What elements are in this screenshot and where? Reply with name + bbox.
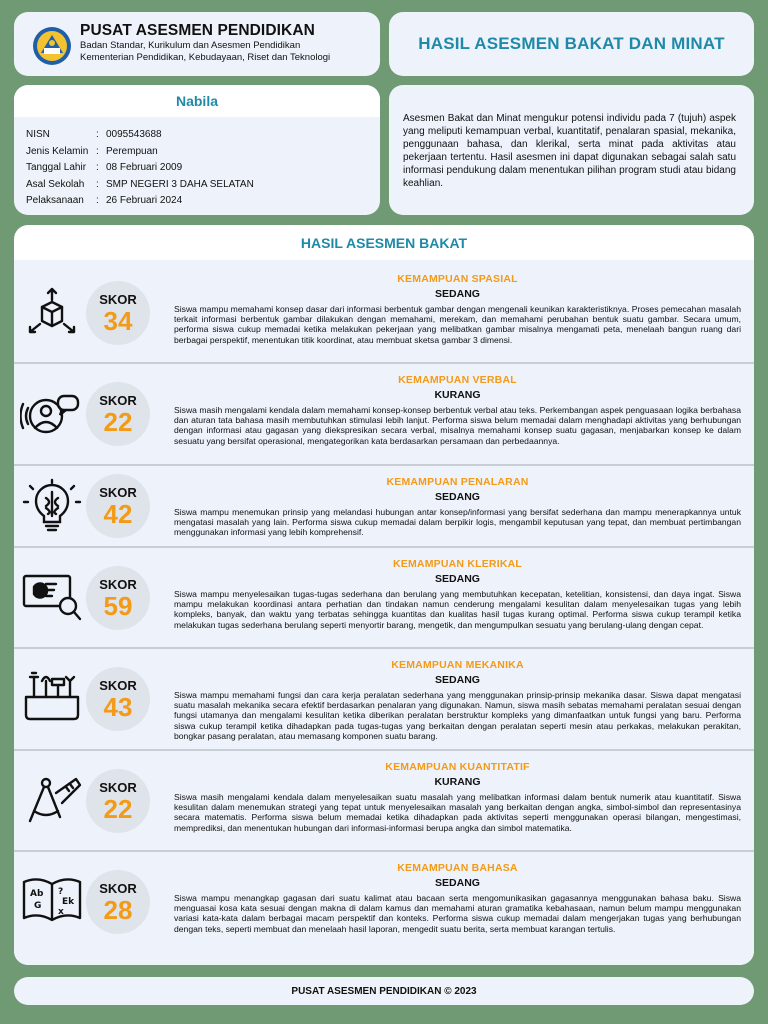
info-colon: : — [96, 129, 99, 140]
aptitude-level: SEDANG — [435, 288, 480, 300]
aptitude-description: Siswa mampu menemukan prinsip yang melandasi hubungan antar konsep/informasi yang bersifat sederhana dan mampu menerapkannya untuk mengatasi masalah yang lain. Performa siswa cukup memadai dalam berpikir logis, mengambil keputusan yang tepat, dan membuat pertimbangan menggunakan informasi yang lebih komprehensif. — [174, 507, 741, 538]
aptitude-row-klerikal — [14, 548, 754, 649]
aptitude-name: KEMAMPUAN SPASIAL — [397, 273, 518, 285]
description-text: Asesmen Bakat dan Minat mengukur potensi individu pada 7 (tujuh) aspek yang meliputi kemampuan verbal, kuantitatif, penalaran spasial, mekanika, penggunaan bahasa, dan klerikal, serta minat pada aktivitas atau pekerjaan tertentu. Hasil asesmen ini dapat digunakan sebagai salah satu informasi pendukung dalam menentukan pilihan program studi atau bidang keahlian. — [403, 113, 736, 189]
aptitude-row-penalaran — [14, 466, 754, 548]
info-label: Asal Sekolah — [26, 178, 85, 190]
aptitude-row-mekanika — [14, 649, 754, 751]
svg-text:?: ? — [58, 887, 64, 897]
footer-text: PUSAT ASESMEN PENDIDIKAN © 2023 — [291, 985, 477, 997]
aptitude-level: KURANG — [434, 776, 481, 788]
aptitude-level: SEDANG — [435, 877, 480, 889]
compass-ruler-icon — [20, 773, 84, 829]
info-label: Jenis Kelamin — [26, 145, 89, 157]
header-org-card — [14, 12, 380, 76]
lightbulb-brain-icon — [20, 478, 84, 534]
tut-wuri-handayani-logo — [32, 26, 72, 66]
svg-text:G: G — [34, 901, 42, 911]
info-value: 0095543688 — [106, 129, 162, 140]
score-value: 42 — [103, 498, 133, 529]
score-label: SKOR — [99, 392, 137, 408]
org-title: PUSAT ASESMEN PENDIDIKAN — [80, 22, 315, 39]
score-value: 59 — [103, 590, 133, 621]
aptitude-description: Siswa mampu memahami konsep dasar dari informasi berbentuk gambar dengan mengenali keunikan karakteristiknya. Proses pemecahan masalah terkait informasi berbentuk gambar dilakukan dengan memahami, merekam, dan memahami perubahan bentuk suatu gambar. Secara umum, performa siswa cukup memadai ketika melakukan pekerjaan yang melibatkan gambar misalnya mengamati peta, menelaah bangun ruang dari berbagai perspektif, menentukan titik koordinat, atau membuat sketsa gambar 3 dimensi. — [174, 304, 741, 345]
aptitude-description: Siswa mampu menangkap gagasan dari suatu kalimat atau bacaan serta mengomunikasikan gagasannya menggunakan bahasa baku. Siswa menguasai kosa kata sesuai dengan makna di dalam kamus dan memahami aturan gramatika kebahasaan, namun belum mampu menggunakan variasi kata-kata dalam berbagai macam perspektif dan konteks. Performa siswa cukup memadai dalam mengerjakan tugas yang berhubungan dengan teks, seperti membuat dan menelaah hasil laporan, mengedit suatu berita, serta membuat karangan tertulis. — [174, 893, 741, 934]
info-row-date — [26, 193, 380, 210]
cube-arrows-icon — [20, 285, 84, 341]
aptitude-description: Siswa masih mengalami kendala dalam memahami konsep-konsep berbentuk verbal atau teks. Perkembangan aspek penguasaan logika berbahasa dan aturan tata bahasa masih membutuhkan stimulasi lebih lanjut. Performa siswa belum memadai dalam menghadapi aktivitas yang berhubungan dengan informasi atau gagasan yang diekspresikan secara verbal, misalnya memahami konsep suatu gagasan, menjabarkan konsep ke dalam sesuatu yang bersifat operasional, mengategorikan kata berdasarkan persamaan dan perbedaannya. — [174, 405, 741, 446]
aptitude-list — [14, 260, 754, 965]
info-row-nisn — [26, 127, 380, 144]
aptitude-name: KEMAMPUAN PENALARAN — [386, 476, 529, 488]
org-subtitle-2: Kementerian Pendidikan, Kebudayaan, Riset dan Teknologi — [80, 51, 331, 63]
score-label: SKOR — [99, 291, 137, 307]
student-name: Nabila — [14, 85, 380, 117]
aptitude-row-spasial — [14, 263, 754, 364]
score-label: SKOR — [99, 880, 137, 896]
info-colon: : — [96, 195, 99, 207]
score-value: 34 — [103, 305, 133, 336]
aptitude-name: KEMAMPUAN BAHASA — [397, 862, 518, 874]
aptitude-description: Siswa mampu memahami fungsi dan cara kerja peralatan sederhana yang menggunakan prinsip-prinsip mekanika dasar. Siswa dapat mengatasi suatu masalah mekanika secara efektif berdasarkan penalaran yang digunakan. Namun, siswa masih sebatas memahami peralatan sesuai dengan fungsi utamanya dan mengalami kesulitan ketika diberikan peralatan berstruktur kompleks yang dimanfaatkan untuk fungsi yang baru. Performa siswa cukup terampil ketika dihadapkan pada tugas-tugas yang berkaitan dengan peralatan seperti mesin atau perkakas, melakukan perakitan, bongkar pasang peralatan, atau memasang komponen suatu barang. — [174, 690, 741, 741]
aptitude-level: SEDANG — [435, 573, 480, 585]
report-title: HASIL ASESMEN BAKAT DAN MINAT — [418, 34, 725, 53]
svg-text:x: x — [58, 907, 64, 917]
info-value: SMP NEGERI 3 DAHA SELATAN — [106, 178, 254, 190]
aptitude-row-verbal — [14, 364, 754, 466]
score-circle — [86, 474, 150, 538]
description-card — [389, 85, 754, 215]
score-circle — [86, 382, 150, 446]
aptitude-name: KEMAMPUAN VERBAL — [398, 374, 517, 386]
aptitude-results-card — [14, 225, 754, 965]
aptitude-level: KURANG — [434, 389, 481, 401]
aptitude-level: SEDANG — [435, 674, 480, 686]
score-circle — [86, 870, 150, 934]
org-subtitle-1: Badan Standar, Kurikulum dan Asesmen Pendidikan — [80, 40, 301, 51]
score-circle — [86, 566, 150, 630]
info-row-gender — [26, 144, 380, 161]
aptitude-description: Siswa masih mengalami kendala dalam menyelesaikan suatu masalah yang melibatkan informasi dalam bentuk numerik atau kuantitatif. Siswa kesulitan dalam menemukan strategi yang tepat untuk menyelesaikan masalah yang berkaitan dengan angka, simbol-simbol dan representasinya secara matematis. Performa siswa belum memadai ketika dihadapkan pada aktivitas seperti menggunakan operasi bilangan, mengestimasi, memprediksi, dan menentukan hubungan dari informasi-informasi berupa angka dan simbol matematika. — [174, 792, 741, 833]
info-colon: : — [96, 145, 99, 157]
toolbox-icon — [20, 671, 84, 727]
aptitude-row-kuantitatif — [14, 751, 754, 852]
score-label: SKOR — [99, 677, 137, 693]
svg-text:Ek: Ek — [62, 897, 75, 907]
aptitude-section-title: HASIL ASESMEN BAKAT — [300, 234, 468, 251]
open-book-icon — [20, 872, 84, 928]
info-label: Pelaksanaan — [26, 195, 84, 207]
speaking-person-icon — [20, 386, 84, 442]
score-circle — [86, 769, 150, 833]
score-label: SKOR — [99, 484, 137, 500]
footer — [14, 977, 754, 1005]
report-magnifier-icon — [20, 568, 84, 624]
aptitude-description: Siswa mampu menyelesaikan tugas-tugas sederhana dan berulang yang membutuhkan kecepatan, ketelitian, konsistensi, dan daya ingat. Siswa mampu melakukan koordinasi antara perhatian dan tindakan namun cenderung mengalami kesulitan dalam menyelesaikan tugas yang lebih kompleks, banyak, dan waktu yang terbatas sehingga kuantitas dan kualitas hasil tugas kurang optimal. Performa siswa cukup terampil ketika melakukan tugas sederhana berulang seperti menyortir barang, mengetik, dan mengumpulkan sesuatu yang berulang-ulang dengan cepat. — [174, 589, 741, 630]
score-circle — [86, 281, 150, 345]
aptitude-name: KEMAMPUAN KUANTITATIF — [385, 761, 530, 773]
info-value: Perempuan — [106, 145, 158, 157]
student-info-card — [14, 85, 380, 215]
info-label: NISN — [26, 129, 50, 140]
score-circle — [86, 667, 150, 731]
info-colon: : — [96, 178, 99, 190]
svg-text:Ab: Ab — [30, 889, 44, 899]
score-value: 22 — [103, 406, 133, 437]
info-value: 08 Februari 2009 — [106, 162, 183, 174]
score-label: SKOR — [99, 576, 137, 592]
score-value: 28 — [103, 894, 133, 925]
info-row-school — [26, 177, 380, 194]
score-label: SKOR — [99, 779, 137, 795]
report-title-card — [389, 12, 754, 76]
info-label: Tanggal Lahir — [26, 162, 87, 174]
aptitude-name: KEMAMPUAN KLERIKAL — [392, 558, 522, 570]
aptitude-name: KEMAMPUAN MEKANIKA — [391, 659, 524, 671]
aptitude-row-bahasa — [14, 852, 754, 965]
score-value: 43 — [103, 691, 133, 722]
info-value: 26 Februari 2024 — [106, 195, 183, 207]
info-colon: : — [96, 162, 99, 174]
score-value: 22 — [103, 793, 133, 824]
aptitude-level: SEDANG — [435, 491, 480, 503]
info-row-birthdate — [26, 160, 380, 177]
